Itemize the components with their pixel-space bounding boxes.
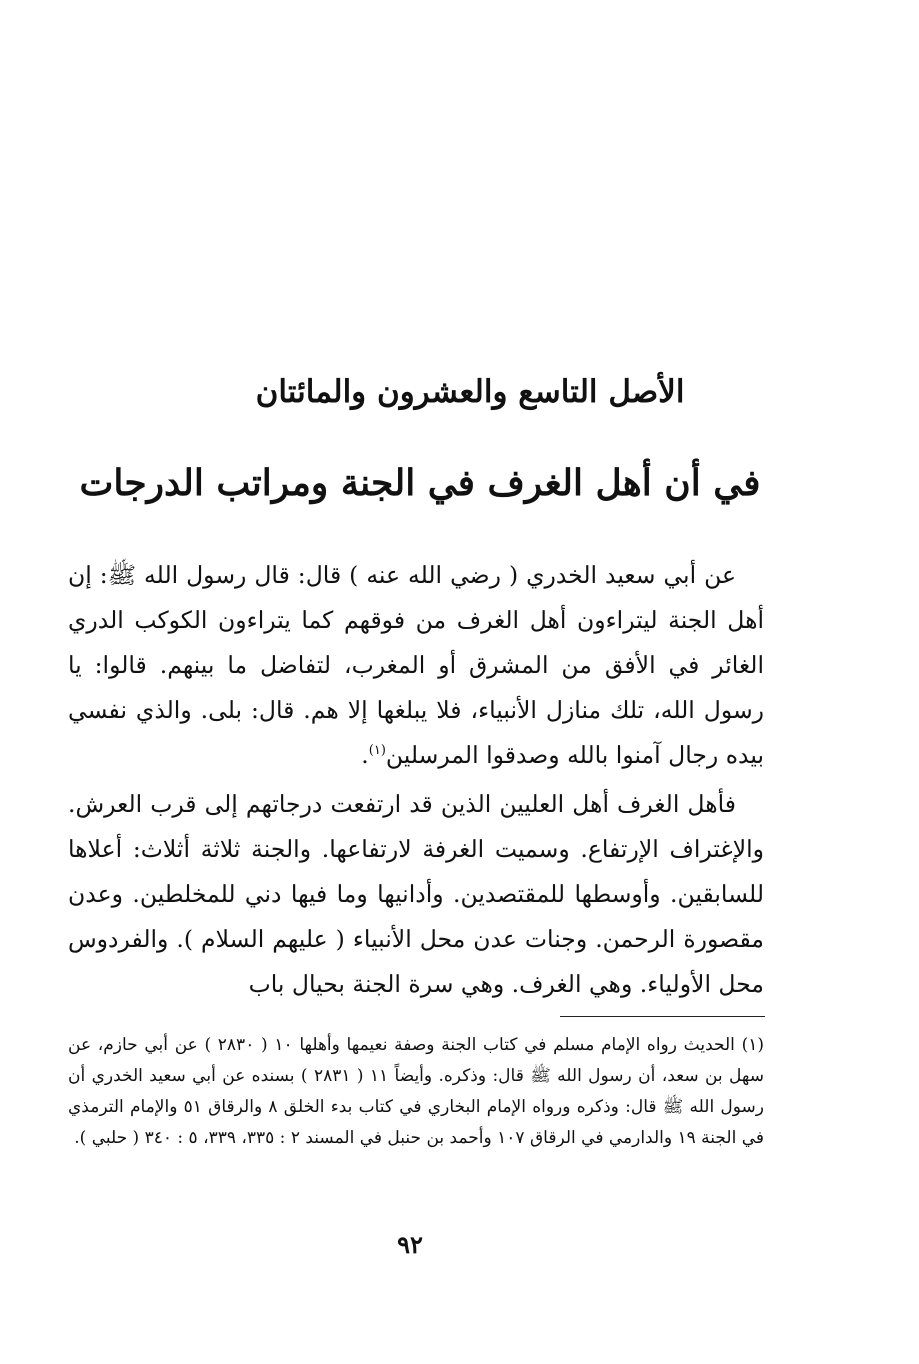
chapter-subtitle: في أن أهل الغرف في الجنة ومراتب الدرجات — [79, 462, 761, 504]
footnote-divider — [560, 1016, 765, 1017]
chapter-title: الأصل التاسع والعشرون والمائتان — [255, 374, 685, 410]
paragraph-2: فأهل الغرف أهل العليين الذين قد ارتفعت درجاتهم إلى قرب العرش. والإغتراف الإرتفاع. وسميت الغرفة لارتفاعها. والجنة ثلاثة أثلاث: أعلاها للسابقين. وأوسطها للمقتصدين. وأدانيها وما فيها دني للمخلطين. وعدن مقصورة الرحمن. وجنات عدن محل الأنبياء ( عليهم السلام ). والفردوس محل الأولياء. وهي الغرف. وهي سرة الجنة بحيال باب — [68, 790, 764, 998]
body-paragraph-2 — [68, 782, 764, 1007]
footnote — [68, 1030, 764, 1154]
footnote-text: (١) الحديث رواه الإمام مسلم في كتاب الجنة وصفة نعيمها وأهلها ١٠ ( ٢٨٣٠ ) عن أبي حازم، عن سهل بن سعد، أن رسول الله ﷺ قال: وذكره. وأيضاً ١١ ( ٢٨٣١ ) بسنده عن أبي سعيد الخدري أن رسول الله ﷺ قال: وذكره ورواه الإمام البخاري في كتاب بدء الخلق ٨ والرقاق ٥١ والإمام الترمذي في الجنة ١٩ والدارمي في الرقاق ١٠٧ وأحمد بن حنبل في المسند ٢ : ٣٣٥، ٣٣٩، ٥ : ٣٤٠ ( حلبي ). — [68, 1035, 764, 1148]
paragraph-1-text: عن أبي سعيد الخدري ( رضي الله عنه ) قال: قال رسول الله ﷺ: إن أهل الجنة ليتراءون أهل الغرف من فوقهم كما يتراءون الكوكب الدري الغائر في الأفق من المشرق أو المغرب، لتفاضل ما بينهم. قالوا: يا رسول الله، تلك منازل الأنبياء، فلا يبلغها إلا هم. قال: بلى. والذي نفسي بيده رجال آمنوا بالله وصدقوا المرسلين — [68, 561, 764, 769]
footnote-reference[interactable]: (١) — [368, 743, 386, 759]
paragraph-1 — [68, 553, 764, 778]
page-number: ٩٢ — [397, 1230, 423, 1259]
paragraph-1-end: . — [361, 741, 369, 769]
body-paragraph-1 — [68, 553, 764, 778]
